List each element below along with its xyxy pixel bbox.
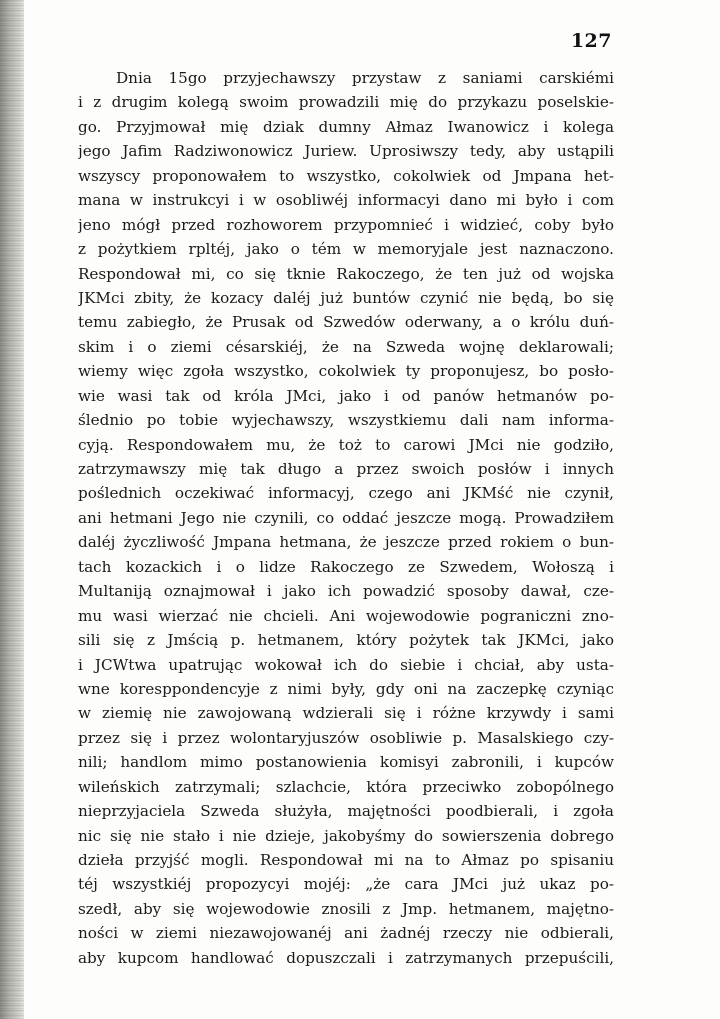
text-line: mu wasi wierzać nie chcieli. Ani wojewodowie pograniczni zno- — [78, 606, 614, 625]
text-line: JKMci zbity, że kozacy daléj już buntów czynić nie będą, bo się — [78, 288, 614, 307]
text-line: wileńskich zatrzymali; szlachcie, która przeciwko zobopólnego — [78, 777, 614, 796]
text-line: wiemy więc zgoła wszystko, cokolwiek ty proponujesz, bo posło- — [78, 362, 614, 381]
text-line: wie wasi tak od króla JMci, jako i od panów hetmanów po- — [78, 386, 614, 405]
text-line: w ziemię nie zawojowaną wdzierali się i różne krzywdy i sami — [78, 704, 614, 723]
text-line: sili się z Jmścią p. hetmanem, który pożytek tak JKMci, jako — [78, 631, 614, 650]
text-line: Multaniją oznajmował i jako ich powadzić sposoby dawał, cze- — [78, 582, 614, 601]
page-number: 127 — [570, 30, 612, 52]
text-line: aby kupcom handlować dopuszczali i zatrzymanych przepuścili, — [78, 948, 614, 967]
text-line: tach kozackich i o lidze Rakoczego ze Szwedem, Wołoszą i — [78, 557, 614, 576]
text-line: dzieła przyjść mogli. Respondował mi na to Ałmaz po spisaniu — [78, 851, 614, 869]
text-line: przez się i przez wolontaryjuszów osobliwie p. Masalskiego czy- — [78, 728, 614, 747]
text-line: ani hetmani Jego nie czynili, co oddać jeszcze mogą. Prowadziłem — [78, 508, 614, 527]
body-text — [78, 66, 614, 970]
text-line: téj wszystkiéj propozycyi mojéj: „że cara JMci już ukaz po- — [78, 875, 614, 894]
text-line: poślednich oczekiwać informacyj, czego ani JKMść nie czynił, — [78, 484, 614, 503]
text-line: nic się nie stało i nie dzieje, jakobyśmy do sowierszenia dobrego — [78, 826, 614, 845]
text-line: zatrzymawszy mię tak długo a przez swoich posłów i innych — [78, 460, 614, 478]
text-line: go. Przyjmował mię dziak dumny Ałmaz Iwanowicz i kolega — [78, 117, 614, 136]
text-line: wne koresppondencyje z nimi były, gdy oni na zaczepkę czyniąc — [78, 679, 614, 698]
text-line: i JCWtwa upatrując wokował ich do siebie i chciał, aby usta- — [78, 655, 614, 674]
text-line: Dnia 15go przyjechawszy przystaw z saniami carskiémi — [116, 69, 614, 87]
text-line: i z drugim kolegą swoim prowadzili mię do przykazu poselskie- — [78, 93, 614, 112]
text-line: wszyscy proponowałem to wszystko, cokolwiek od Jmpana het- — [78, 166, 614, 185]
text-line: z pożytkiem rpltéj, jako o tém w memoryjale jest naznaczono. — [78, 240, 614, 259]
text-line: jeno mógł przed rozhoworem przypomnieć i widzieć, coby było — [78, 215, 614, 234]
text-line: nili; handlom mimo postanowienia komisyi zabronili, i kupców — [78, 753, 614, 772]
text-line: cyją. Respondowałem mu, że toż to carowi JMci nie godziło, — [78, 435, 614, 454]
text-line: Respondował mi, co się tknie Rakoczego, że ten już od wojska — [78, 264, 614, 283]
text-line: nieprzyjaciela Szweda służyła, majętności poodbierali, i zgoła — [78, 802, 614, 821]
text-line: ślednio po tobie wyjechawszy, wszystkiemu dali nam informa- — [78, 411, 614, 430]
text-line: mana w instrukcyi i w osobliwéj informacyi dano mi było i com — [78, 191, 614, 210]
text-line: skim i o ziemi césarskiéj, że na Szweda wojnę deklarowali; — [78, 337, 614, 356]
page-binding-edge — [0, 0, 24, 1019]
text-line: szedł, aby się wojewodowie znosili z Jmp. hetmanem, majętno- — [78, 899, 614, 918]
text-line: jego Jafim Radziwonowicz Juriew. Uprosiwszy tedy, aby ustąpili — [78, 142, 614, 161]
text-line: daléj życzliwość Jmpana hetmana, że jeszcze przed rokiem o bun- — [78, 533, 614, 552]
text-line: temu zabiegło, że Prusak od Szwedów oderwany, a o królu duń- — [78, 313, 614, 332]
text-line: ności w ziemi niezawojowanéj ani żadnéj rzeczy nie odbierali, — [78, 924, 614, 943]
